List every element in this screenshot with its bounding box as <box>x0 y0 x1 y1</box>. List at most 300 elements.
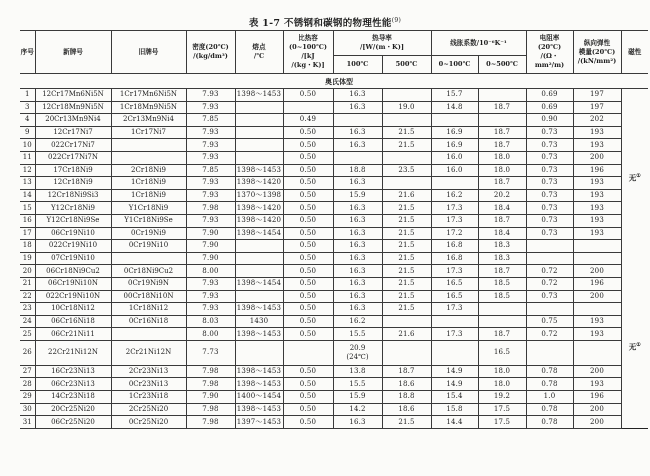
cell-exp-500: 18.7 <box>478 139 526 152</box>
cell-new-grade: 06Cr23Ni13 <box>35 378 111 391</box>
header-exp-100: 0~100℃ <box>431 56 478 74</box>
cell-exp-100: 16.0 <box>431 151 478 164</box>
cell-old-grade <box>111 151 186 164</box>
cell-modulus: 200 <box>573 365 621 378</box>
table-row <box>20 403 648 416</box>
header-thermal-conductivity <box>333 31 431 56</box>
cell-density: 8.00 <box>186 328 235 341</box>
cell-density: 7.93 <box>186 214 235 227</box>
cell-specific-heat: 0.50 <box>283 365 333 378</box>
header-new-grade: 新牌号 <box>35 31 111 74</box>
cell-tc-500: 21.6 <box>382 189 431 202</box>
header-resistivity-line2: (20℃) <box>537 43 562 51</box>
cell-modulus <box>573 252 621 265</box>
cell-specific-heat: 0.50 <box>283 328 333 341</box>
cell-tc-500: 21.5 <box>382 265 431 278</box>
cell-new-grade: 20Cr25Ni20 <box>35 403 111 416</box>
cell-specific-heat: 0.50 <box>283 265 333 278</box>
header-resistivity-line4: mm²/m) <box>534 61 565 69</box>
cell-new-grade: 022Cr17Ni7N <box>35 151 111 164</box>
cell-tc-500: 18.6 <box>382 378 431 391</box>
cell-tc-500: 21.5 <box>382 240 431 253</box>
cell-melting-point <box>235 126 283 139</box>
cell-melting-point <box>235 252 283 265</box>
cell-magnetic <box>621 265 648 429</box>
cell-new-grade: 022Cr17Ni7 <box>35 139 111 152</box>
cell-modulus: 193 <box>573 139 621 152</box>
cell-seq: 27 <box>20 365 35 378</box>
cell-tc-100: 16.3 <box>333 227 382 240</box>
cell-seq: 26 <box>20 340 35 365</box>
header-density <box>186 31 235 74</box>
cell-resistivity <box>526 303 573 316</box>
cell-tc-500: 21.5 <box>382 214 431 227</box>
cell-modulus: 193 <box>573 202 621 215</box>
cell-seq: 25 <box>20 328 35 341</box>
cell-new-grade: 022Cr19Ni10N <box>35 290 111 303</box>
cell-seq: 28 <box>20 378 35 391</box>
header-density-line1: 密度(20℃) <box>192 43 229 51</box>
cell-tc-100 <box>333 151 382 164</box>
header-magnetic: 磁性 <box>621 31 648 74</box>
cell-exp-500: 18.5 <box>478 290 526 303</box>
cell-resistivity: 0.73 <box>526 227 573 240</box>
cell-exp-100: 17.3 <box>431 202 478 215</box>
cell-specific-heat: 0.50 <box>283 416 333 429</box>
cell-modulus: 202 <box>573 114 621 127</box>
header-expansion: 线胀系数/10⁻⁶K⁻¹ <box>431 31 526 56</box>
cell-melting-point <box>235 340 283 365</box>
cell-exp-100 <box>431 177 478 190</box>
cell-tc-100: 15.9 <box>333 391 382 404</box>
cell-exp-500: 18.4 <box>478 202 526 215</box>
cell-old-grade: Y1Cr18Ni9 <box>111 202 186 215</box>
cell-melting-point: 1398～1453 <box>235 164 283 177</box>
cell-new-grade: 07Cr19Ni10 <box>35 252 111 265</box>
cell-exp-100: 16.8 <box>431 252 478 265</box>
header-tc-100: 100℃ <box>333 56 382 74</box>
cell-new-grade: Y12Cr18Ni9Se <box>35 214 111 227</box>
cell-modulus: 200 <box>573 403 621 416</box>
cell-tc-100: 16.3 <box>333 290 382 303</box>
table-row <box>20 139 648 152</box>
group-row <box>20 74 648 89</box>
magnetic-value: 无 <box>628 173 637 183</box>
cell-specific-heat: 0.50 <box>283 277 333 290</box>
cell-melting-point: 1398～1453 <box>235 378 283 391</box>
table-row <box>20 290 648 303</box>
cell-modulus <box>573 303 621 316</box>
cell-tc-500: 18.8 <box>382 391 431 404</box>
cell-seq: 15 <box>20 202 35 215</box>
cell-exp-100: 17.3 <box>431 328 478 341</box>
cell-tc-100: 16.3 <box>333 101 382 114</box>
cell-resistivity: 0.73 <box>526 139 573 152</box>
cell-tc-100: 15.9 <box>333 189 382 202</box>
cell-seq: 23 <box>20 303 35 316</box>
cell-tc-500: 21.5 <box>382 126 431 139</box>
cell-exp-500: 18.0 <box>478 164 526 177</box>
cell-specific-heat: 0.50 <box>283 126 333 139</box>
cell-resistivity: 0.73 <box>526 290 573 303</box>
cell-melting-point: 1398～1420 <box>235 202 283 215</box>
cell-density: 7.90 <box>186 227 235 240</box>
table-row <box>20 202 648 215</box>
cell-new-grade: 14Cr23Ni18 <box>35 391 111 404</box>
table-row <box>20 114 648 127</box>
cell-specific-heat <box>283 340 333 365</box>
cell-melting-point: 1398～1453 <box>235 403 283 416</box>
cell-tc-500 <box>382 89 431 102</box>
cell-tc-500: 21.5 <box>382 290 431 303</box>
cell-exp-500 <box>478 315 526 328</box>
cell-old-grade: 1Cr18Mn9Ni5N <box>111 101 186 114</box>
cell-specific-heat: 0.50 <box>283 378 333 391</box>
cell-modulus: 193 <box>573 214 621 227</box>
cell-tc-100-note: (24℃) <box>346 352 369 361</box>
cell-melting-point <box>235 151 283 164</box>
cell-modulus: 193 <box>573 227 621 240</box>
cell-old-grade: 1Cr18Ni9 <box>111 177 186 190</box>
cell-exp-500: 17.5 <box>478 416 526 429</box>
cell-tc-500: 19.0 <box>382 101 431 114</box>
cell-old-grade: 1Cr17Mn6Ni5N <box>111 89 186 102</box>
cell-specific-heat: 0.50 <box>283 202 333 215</box>
header-resistivity-line1: 电阻率 <box>539 34 560 42</box>
cell-melting-point: 1398～1453 <box>235 365 283 378</box>
cell-exp-100: 17.3 <box>431 214 478 227</box>
cell-seq: 12 <box>20 164 35 177</box>
cell-seq: 4 <box>20 114 35 127</box>
header-specific-heat-line3: /[kJ <box>301 52 315 60</box>
cell-tc-100: 16.3 <box>333 89 382 102</box>
cell-modulus: 196 <box>573 277 621 290</box>
table-body <box>20 74 648 429</box>
cell-old-grade <box>111 252 186 265</box>
cell-seq: 11 <box>20 151 35 164</box>
cell-old-grade: 1Cr23Ni18 <box>111 391 186 404</box>
magnetic-footnote-mark: ① <box>636 172 641 179</box>
cell-tc-100: 15.5 <box>333 328 382 341</box>
cell-old-grade: 0Cr16Ni18 <box>111 315 186 328</box>
cell-resistivity: 0.72 <box>526 265 573 278</box>
cell-tc-100: 16.3 <box>333 240 382 253</box>
cell-density: 7.90 <box>186 240 235 253</box>
header-thermal-cond-line1: 热导率 <box>372 34 392 42</box>
cell-specific-heat: 0.50 <box>283 151 333 164</box>
cell-resistivity: 0.73 <box>526 177 573 190</box>
cell-seq: 30 <box>20 403 35 416</box>
table-title <box>0 15 650 29</box>
cell-exp-100: 14.9 <box>431 365 478 378</box>
magnetic-footnote-mark: ① <box>636 342 641 349</box>
cell-exp-500: 18.0 <box>478 378 526 391</box>
table-title-note: (9) <box>391 16 402 24</box>
cell-old-grade: 2Cr21Ni12N <box>111 340 186 365</box>
cell-specific-heat: 0.50 <box>283 252 333 265</box>
cell-old-grade: 2Cr13Mn9Ni4 <box>111 114 186 127</box>
cell-tc-100: 16.3 <box>333 139 382 152</box>
cell-melting-point: 1398～1454 <box>235 277 283 290</box>
cell-exp-100: 15.7 <box>431 89 478 102</box>
cell-density: 7.93 <box>186 290 235 303</box>
cell-exp-500: 20.2 <box>478 189 526 202</box>
cell-density: 7.98 <box>186 365 235 378</box>
cell-tc-500 <box>382 340 431 365</box>
cell-density: 7.90 <box>186 252 235 265</box>
cell-tc-500 <box>382 177 431 190</box>
cell-exp-500 <box>478 303 526 316</box>
table-row <box>20 303 648 316</box>
cell-resistivity: 0.73 <box>526 151 573 164</box>
cell-melting-point <box>235 114 283 127</box>
cell-density: 7.93 <box>186 277 235 290</box>
cell-exp-100: 16.5 <box>431 290 478 303</box>
header-specific-heat-line1: 比热容 <box>298 34 318 42</box>
cell-old-grade: 0Cr18Ni9Cu2 <box>111 265 186 278</box>
cell-exp-500: 17.5 <box>478 403 526 416</box>
cell-exp-100: 17.3 <box>431 265 478 278</box>
cell-tc-100: 18.8 <box>333 164 382 177</box>
header-seq: 序号 <box>20 31 35 74</box>
table-row <box>20 365 648 378</box>
cell-seq: 31 <box>20 416 35 429</box>
cell-exp-500: 18.7 <box>478 328 526 341</box>
cell-melting-point: 1400～1454 <box>235 391 283 404</box>
cell-specific-heat: 0.50 <box>283 315 333 328</box>
cell-seq: 20 <box>20 265 35 278</box>
header-thermal-cond-line2: /[W/(m・K)] <box>360 43 405 51</box>
cell-melting-point: 1398～1453 <box>235 328 283 341</box>
cell-tc-100-value: 20.9 <box>349 343 366 352</box>
table-row <box>20 252 648 265</box>
header-exp-500: 0~500℃ <box>478 56 526 74</box>
cell-melting-point: 1398～1420 <box>235 214 283 227</box>
cell-specific-heat: 0.50 <box>283 189 333 202</box>
cell-density: 8.03 <box>186 315 235 328</box>
table-row <box>20 126 648 139</box>
cell-exp-500: 18.5 <box>478 277 526 290</box>
cell-melting-point: 1430 <box>235 315 283 328</box>
cell-old-grade <box>111 139 186 152</box>
cell-old-grade: 2Cr18Ni9 <box>111 164 186 177</box>
table-row <box>20 391 648 404</box>
cell-old-grade: 1Cr17Ni7 <box>111 126 186 139</box>
cell-old-grade: 0Cr23Ni13 <box>111 378 186 391</box>
cell-new-grade: 10Cr18Ni12 <box>35 303 111 316</box>
cell-new-grade: 12Cr18Ni9Si3 <box>35 189 111 202</box>
cell-density: 7.85 <box>186 164 235 177</box>
cell-modulus <box>573 240 621 253</box>
table-row <box>20 214 648 227</box>
cell-new-grade: 12Cr18Ni9 <box>35 177 111 190</box>
cell-exp-100 <box>431 340 478 365</box>
cell-density: 7.93 <box>186 177 235 190</box>
cell-old-grade: 00Cr18Ni10N <box>111 290 186 303</box>
cell-tc-500: 21.5 <box>382 303 431 316</box>
cell-old-grade <box>111 328 186 341</box>
physical-properties-table <box>20 30 648 429</box>
cell-resistivity: 0.78 <box>526 378 573 391</box>
cell-tc-100: 16.3 <box>333 126 382 139</box>
cell-tc-500: 21.5 <box>382 227 431 240</box>
cell-modulus: 196 <box>573 391 621 404</box>
header-modulus-line3: /(kN/mm²) <box>577 56 617 65</box>
cell-exp-100: 16.0 <box>431 164 478 177</box>
cell-old-grade: 0Cr19Ni9 <box>111 227 186 240</box>
cell-exp-500: 18.0 <box>478 365 526 378</box>
cell-resistivity: 0.73 <box>526 126 573 139</box>
cell-specific-heat: 0.50 <box>283 164 333 177</box>
cell-tc-500: 18.6 <box>382 403 431 416</box>
cell-density: 7.93 <box>186 126 235 139</box>
cell-tc-100: 16.2 <box>333 315 382 328</box>
cell-modulus: 197 <box>573 89 621 102</box>
cell-tc-100: 14.2 <box>333 403 382 416</box>
cell-exp-100: 16.9 <box>431 139 478 152</box>
cell-modulus: 193 <box>573 189 621 202</box>
table-header <box>20 31 648 74</box>
cell-exp-100: 16.9 <box>431 126 478 139</box>
cell-exp-100: 14.9 <box>431 378 478 391</box>
cell-exp-500 <box>478 114 526 127</box>
cell-specific-heat <box>283 101 333 114</box>
magnetic-value: 无 <box>628 342 637 352</box>
cell-modulus: 193 <box>573 315 621 328</box>
cell-exp-100: 16.8 <box>431 240 478 253</box>
cell-melting-point: 1398～1453 <box>235 89 283 102</box>
cell-specific-heat: 0.50 <box>283 227 333 240</box>
cell-tc-500: 21.5 <box>382 202 431 215</box>
cell-exp-500 <box>478 89 526 102</box>
cell-exp-500: 18.4 <box>478 227 526 240</box>
cell-seq: 14 <box>20 189 35 202</box>
cell-exp-100: 14.8 <box>431 101 478 114</box>
cell-density: 7.93 <box>186 189 235 202</box>
table-row <box>20 240 648 253</box>
cell-new-grade: Y12Cr18Ni9 <box>35 202 111 215</box>
cell-old-grade: 1Cr18Ni9 <box>111 189 186 202</box>
cell-modulus: 200 <box>573 151 621 164</box>
cell-seq: 1 <box>20 89 35 102</box>
table-row <box>20 265 648 278</box>
cell-old-grade: Y1Cr18Ni9Se <box>111 214 186 227</box>
cell-tc-100: 16.3 <box>333 277 382 290</box>
header-density-line2: /(kg/dm³) <box>193 52 228 60</box>
cell-tc-100 <box>333 340 382 365</box>
table-row <box>20 227 648 240</box>
table-row <box>20 315 648 328</box>
cell-modulus: 200 <box>573 265 621 278</box>
cell-tc-500: 23.5 <box>382 164 431 177</box>
cell-specific-heat: 0.50 <box>283 214 333 227</box>
header-resistivity <box>526 31 573 74</box>
cell-seq: 13 <box>20 177 35 190</box>
cell-exp-100 <box>431 114 478 127</box>
cell-melting-point <box>235 290 283 303</box>
cell-exp-500: 18.3 <box>478 252 526 265</box>
table-row <box>20 177 648 190</box>
cell-old-grade: 0Cr19Ni10 <box>111 240 186 253</box>
cell-exp-100: 14.4 <box>431 416 478 429</box>
cell-seq: 29 <box>20 391 35 404</box>
cell-density: 7.93 <box>186 101 235 114</box>
cell-density: 7.73 <box>186 340 235 365</box>
cell-modulus: 193 <box>573 177 621 190</box>
cell-seq: 9 <box>20 126 35 139</box>
cell-tc-500: 21.5 <box>382 139 431 152</box>
cell-exp-500: 18.7 <box>478 101 526 114</box>
cell-new-grade: 022Cr19Ni10 <box>35 240 111 253</box>
cell-tc-100: 16.3 <box>333 416 382 429</box>
cell-magnetic <box>621 89 648 265</box>
cell-melting-point <box>235 240 283 253</box>
cell-melting-point: 1398～1453 <box>235 303 283 316</box>
cell-tc-500 <box>382 151 431 164</box>
cell-density: 7.90 <box>186 391 235 404</box>
cell-seq: 10 <box>20 139 35 152</box>
header-melting-point <box>235 31 283 74</box>
cell-modulus: 196 <box>573 164 621 177</box>
cell-density: 7.98 <box>186 378 235 391</box>
cell-modulus: 200 <box>573 290 621 303</box>
table-row <box>20 340 648 365</box>
table-row <box>20 416 648 429</box>
cell-new-grade: 12Cr17Ni7 <box>35 126 111 139</box>
table-row <box>20 189 648 202</box>
cell-resistivity: 0.75 <box>526 315 573 328</box>
cell-tc-100: 15.5 <box>333 378 382 391</box>
cell-tc-100: 16.3 <box>333 202 382 215</box>
table-row <box>20 89 648 102</box>
cell-modulus: 197 <box>573 101 621 114</box>
cell-melting-point: 1398～1420 <box>235 177 283 190</box>
cell-resistivity: 0.78 <box>526 403 573 416</box>
cell-tc-500: 21.6 <box>382 328 431 341</box>
cell-resistivity <box>526 252 573 265</box>
header-specific-heat-line4: /(kg・K)] <box>291 61 325 69</box>
cell-seq: 22 <box>20 290 35 303</box>
cell-tc-500 <box>382 114 431 127</box>
cell-specific-heat: 0.50 <box>283 139 333 152</box>
cell-exp-500: 16.5 <box>478 340 526 365</box>
group-label: 奥氏体型 <box>20 74 648 89</box>
header-specific-heat-line2: (0~100℃) <box>288 43 328 51</box>
cell-new-grade: 06Cr16Ni18 <box>35 315 111 328</box>
cell-new-grade: 06Cr18Ni9Cu2 <box>35 265 111 278</box>
header-specific-heat <box>283 31 333 74</box>
cell-exp-100: 17.3 <box>431 303 478 316</box>
cell-exp-100: 16.2 <box>431 189 478 202</box>
cell-tc-100: 16.3 <box>333 214 382 227</box>
cell-specific-heat: 0.50 <box>283 391 333 404</box>
table-row <box>20 101 648 114</box>
cell-resistivity: 0.78 <box>526 416 573 429</box>
cell-resistivity: 0.72 <box>526 328 573 341</box>
cell-new-grade: 22Cr21Ni12N <box>35 340 111 365</box>
table-row <box>20 151 648 164</box>
cell-density: 7.93 <box>186 139 235 152</box>
cell-exp-500: 19.2 <box>478 391 526 404</box>
cell-tc-500 <box>382 315 431 328</box>
cell-tc-100: 16.3 <box>333 303 382 316</box>
cell-modulus <box>573 340 621 365</box>
cell-exp-100: 15.4 <box>431 391 478 404</box>
cell-exp-100: 17.2 <box>431 227 478 240</box>
cell-specific-heat: 0.50 <box>283 403 333 416</box>
cell-seq: 17 <box>20 227 35 240</box>
header-modulus-line2: 模量(20℃) <box>578 47 616 56</box>
